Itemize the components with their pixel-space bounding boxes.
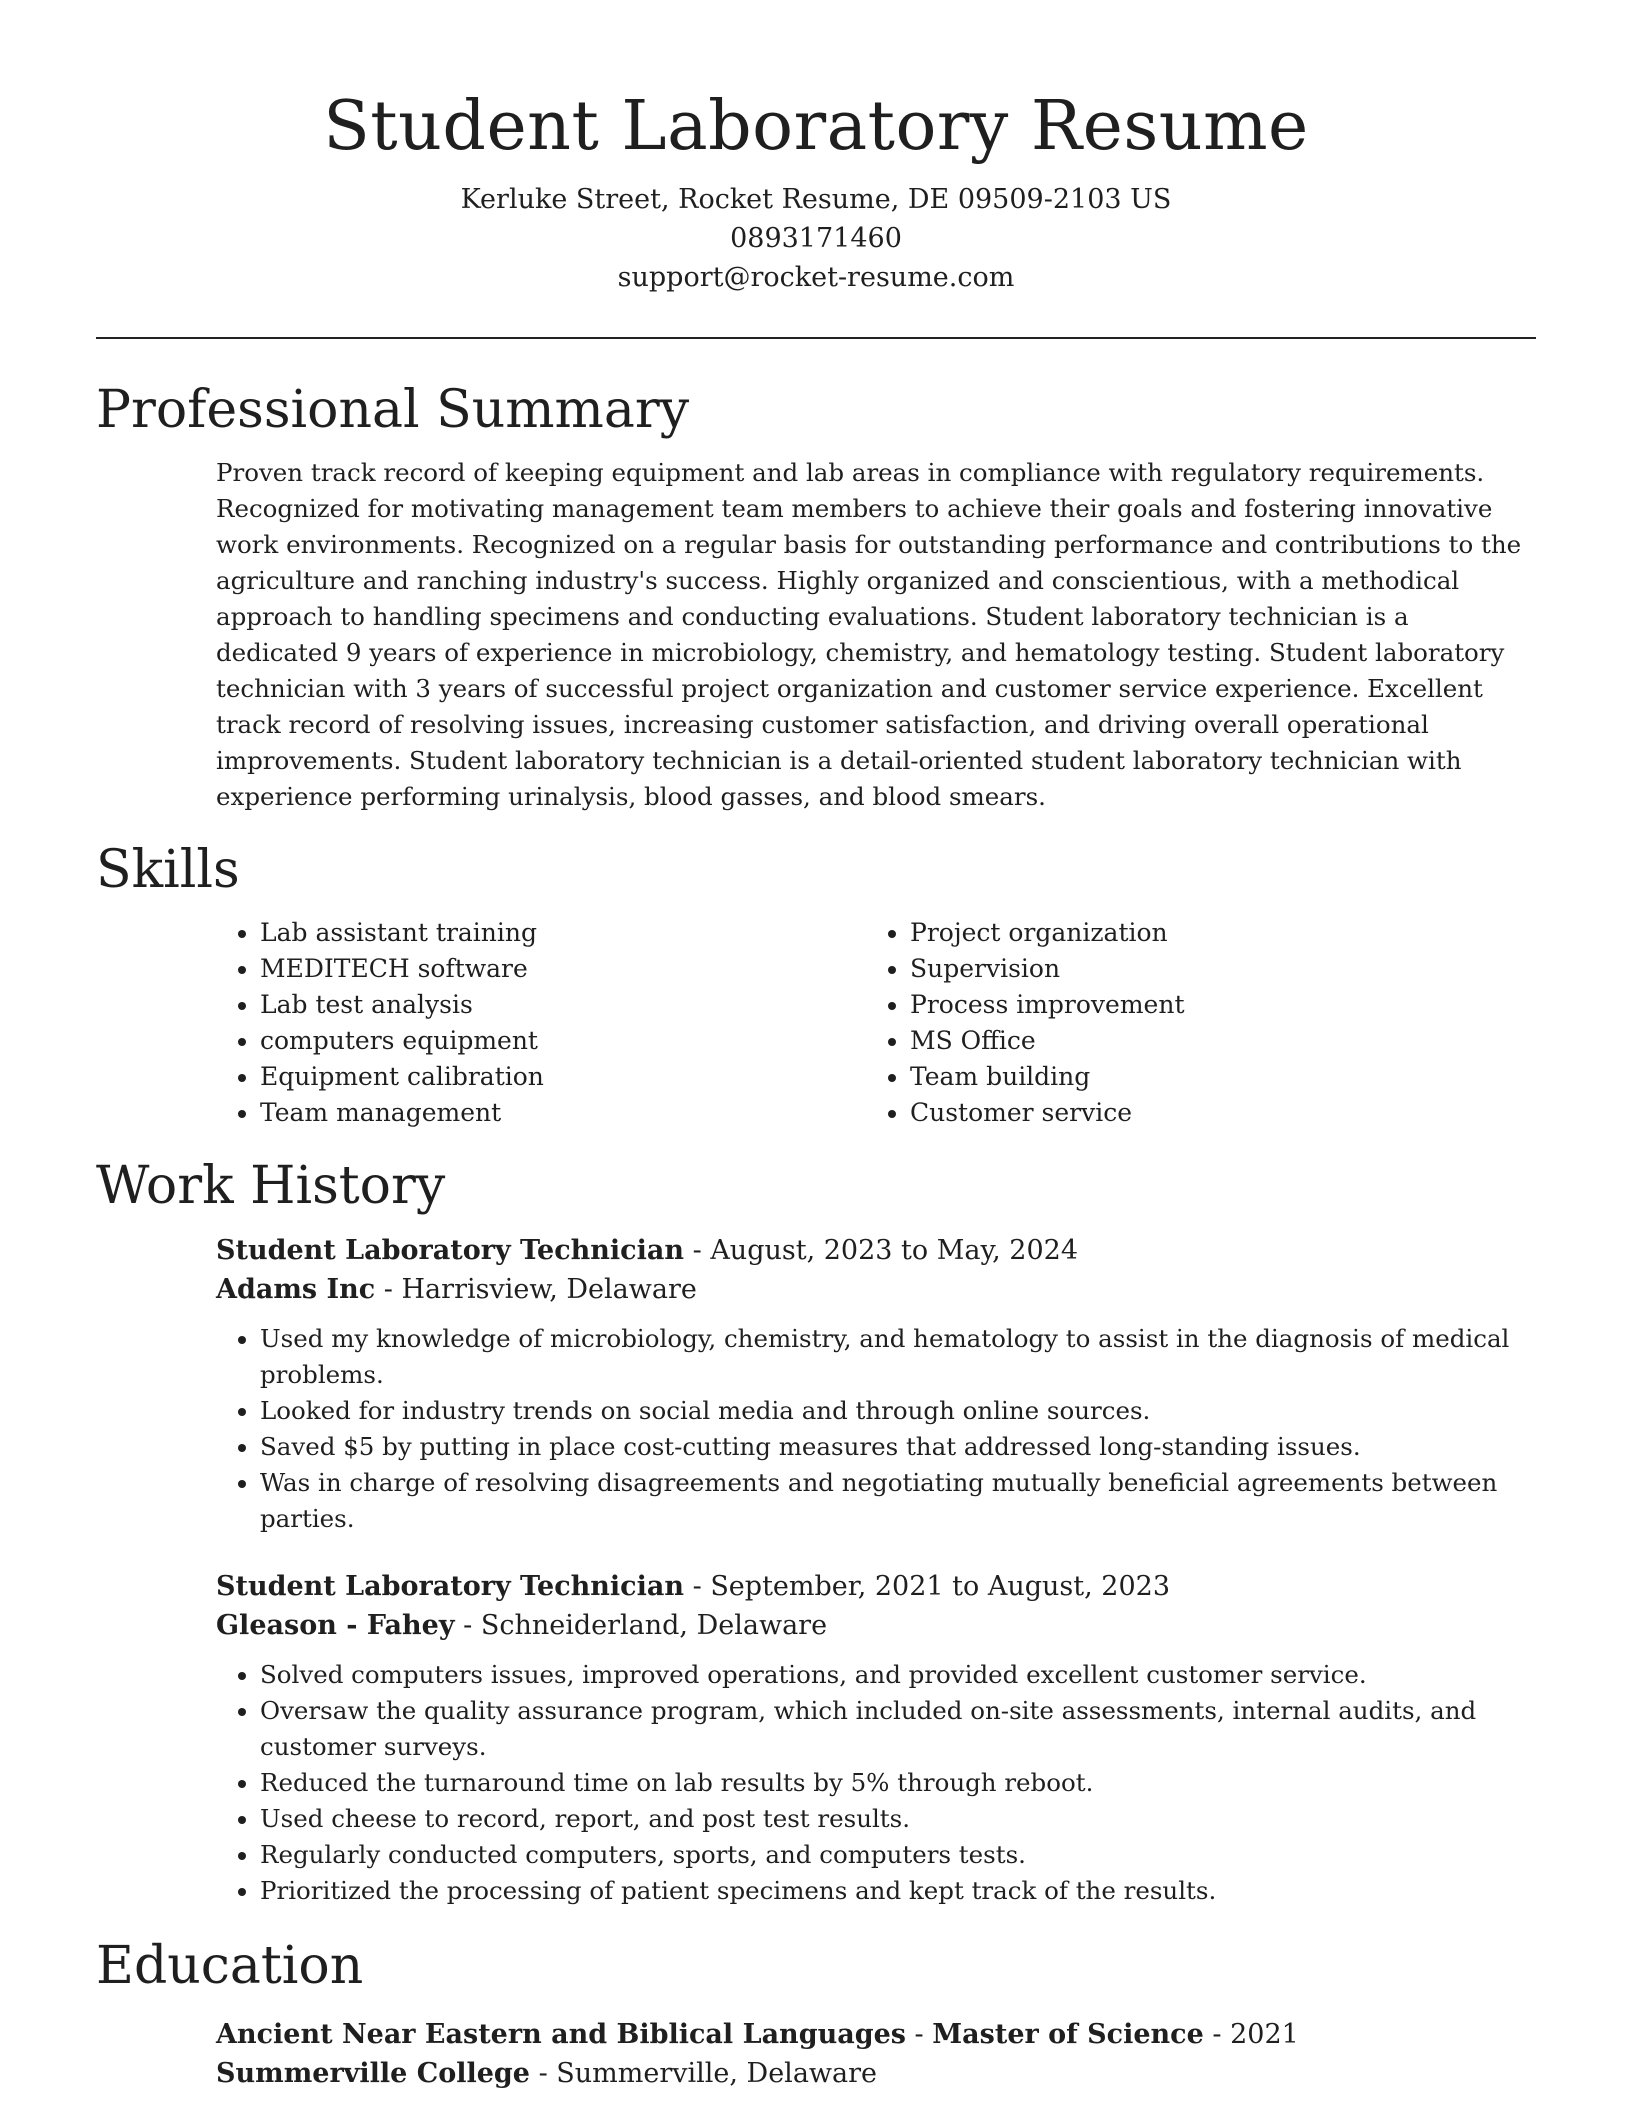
education-degree: Master of Science (932, 2019, 1204, 2050)
job-bullet: • Oversaw the quality assurance program, which included on-site assessments, internal audits, and customer surveys. (260, 1693, 1536, 1765)
skill-item: • Lab assistant training (260, 915, 866, 951)
job-title-line (216, 1567, 1536, 1606)
skill-item: • Lab test analysis (260, 987, 866, 1023)
contact-phone: 0893171460 (730, 223, 902, 254)
resume-page (96, 0, 1536, 2093)
resume-header (96, 0, 1536, 297)
header-divider (96, 337, 1536, 339)
job-company: Gleason - Fahey (216, 1610, 455, 1641)
education-body (216, 2015, 1536, 2093)
job-bullets (216, 1657, 1536, 1909)
job-location: Harrisview, Delaware (401, 1274, 697, 1305)
education-field: Ancient Near Eastern and Biblical Languages (216, 2019, 906, 2050)
education-school-line (216, 2054, 1536, 2093)
job-title-line (216, 1231, 1536, 1270)
skill-item: • Team building (910, 1059, 1516, 1095)
job-bullets (216, 1321, 1536, 1537)
education-year: 2021 (1230, 2019, 1299, 2050)
job-company-line (216, 1606, 1536, 1645)
skill-item: • Supervision (910, 951, 1516, 987)
job-dates: August, 2023 to May, 2024 (710, 1235, 1079, 1266)
skill-item: • MEDITECH software (260, 951, 866, 987)
summary-section (96, 377, 1536, 815)
separator: - (538, 2058, 557, 2089)
skills-heading: Skills (96, 840, 240, 900)
work-history-heading: Work History (96, 1156, 446, 1216)
education-school: Summerville College (216, 2058, 530, 2089)
education-heading: Education (96, 1936, 364, 1996)
job-entry (216, 1231, 1536, 1537)
job-bullet: • Reduced the turnaround time on lab results by 5% through reboot. (260, 1765, 1536, 1801)
job-bullet: • Was in charge of resolving disagreements and negotiating mutually beneficial agreements between parties. (260, 1465, 1536, 1537)
job-position: Student Laboratory Technician (216, 1235, 684, 1266)
separator: - (463, 1610, 481, 1641)
job-bullet: • Used cheese to record, report, and post test results. (260, 1801, 1536, 1837)
skill-item: • Equipment calibration (260, 1059, 866, 1095)
separator: - (914, 2019, 933, 2050)
contact-email: support@rocket-resume.com (617, 262, 1015, 293)
job-bullet: • Used my knowledge of microbiology, chemistry, and hematology to assist in the diagnosis of medical problems. (260, 1321, 1536, 1393)
separator: - (1212, 2019, 1231, 2050)
contact-address: Kerluke Street, Rocket Resume, DE 09509-2103 US (460, 184, 1172, 215)
separator: - (692, 1571, 711, 1602)
education-degree-line (216, 2015, 1536, 2054)
skills-grid (216, 915, 1536, 1131)
separator: - (692, 1235, 711, 1266)
job-entry (216, 1567, 1536, 1909)
job-dates: September, 2021 to August, 2023 (710, 1571, 1170, 1602)
job-bullet: • Looked for industry trends on social media and through online sources. (260, 1393, 1536, 1429)
skill-item: • MS Office (910, 1023, 1516, 1059)
summary-text: Proven track record of keeping equipment and lab areas in compliance with regulatory requirements. Recognized for motivating management team members to achieve their goals and fostering innovative work environments. Recognized on a regular basis for outstanding performance and contributions to the agriculture and ranching industry's success. Highly organized and conscientious, with a methodical approach to handling specimens and conducting evaluations. Student laboratory technician is a dedicated 9 years of experience in microbiology, chemistry, and hematology testing. Student laboratory technician with 3 years of successful project organization and customer service experience. Excellent track record of resolving issues, increasing customer satisfaction, and driving overall operational improvements. Student laboratory technician is a detail-oriented student laboratory technician with experience performing urinalysis, blood gasses, and blood smears. (216, 458, 1522, 811)
skill-item: • Project organization (910, 915, 1516, 951)
summary-heading: Professional Summary (96, 380, 690, 440)
job-location: Schneiderland, Delaware (480, 1610, 828, 1641)
job-bullet: • Saved $5 by putting in place cost-cutting measures that addressed long-standing issues. (260, 1429, 1536, 1465)
job-position: Student Laboratory Technician (216, 1571, 684, 1602)
skills-list-left (216, 915, 866, 1131)
skill-item: • Team management (260, 1095, 866, 1131)
job-company: Adams Inc (216, 1274, 376, 1305)
skill-item: • Customer service (910, 1095, 1516, 1131)
work-history-section (96, 1153, 1536, 1909)
job-bullet: • Regularly conducted computers, sports, and computers tests. (260, 1837, 1536, 1873)
education-location: Summerville, Delaware (556, 2058, 878, 2089)
job-bullet: • Solved computers issues, improved operations, and provided excellent customer service. (260, 1657, 1536, 1693)
resume-name: Student Laboratory Resume (323, 87, 1309, 166)
skills-section (96, 837, 1536, 1131)
work-history-body (216, 1231, 1536, 1909)
job-bullet: • Prioritized the processing of patient specimens and kept track of the results. (260, 1873, 1536, 1909)
summary-body (216, 455, 1536, 815)
skill-item: • computers equipment (260, 1023, 866, 1059)
separator: - (383, 1274, 402, 1305)
skill-item: • Process improvement (910, 987, 1516, 1023)
job-company-line (216, 1270, 1536, 1309)
education-section (96, 1933, 1536, 2093)
contact-info (96, 180, 1536, 297)
skills-list-right (866, 915, 1516, 1131)
